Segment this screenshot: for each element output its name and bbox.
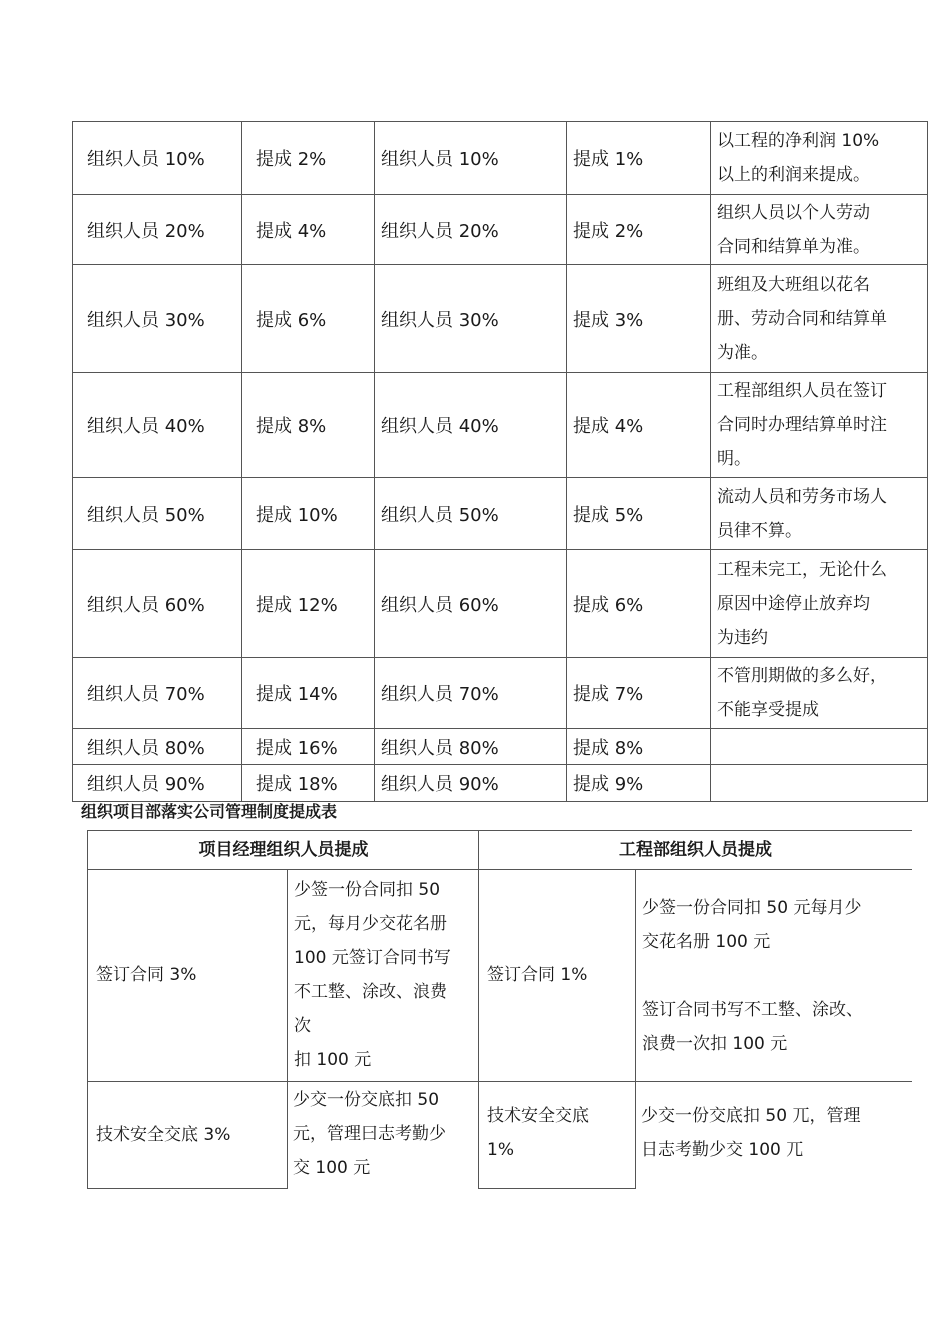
pm-detail-cell: 少交一份交底扣 50 元，管理曰志考勤少 交 100 元 (293, 1090, 446, 1178)
eng-rate-cell: 提成 2% (567, 195, 711, 265)
eng-rate-cell: 提成 5% (567, 478, 711, 550)
pm-staff-cell: 组织人员 30% (73, 265, 242, 373)
table-row (73, 478, 928, 550)
table-row (73, 122, 928, 195)
eng-detail-cell: 少交一份交底扣 50 兀，管理 日志考勤少交 100 兀 (641, 1106, 861, 1160)
eng-staff-cell: 组织人员 30% (375, 265, 567, 373)
note-cell: 流动人员和劳务市场人 员律不算。 (711, 478, 928, 550)
eng-item-label: 签订合同 1% (487, 965, 588, 985)
note-cell (711, 729, 928, 765)
note-cell (711, 765, 928, 802)
pm-staff-cell: 组织人员 80% (73, 729, 242, 765)
note-cell: 工程未完工，无论什么 原因中途停止放弃均 为违约 (711, 550, 928, 658)
pm-rate-cell: 提成 16% (242, 729, 375, 765)
table-row (73, 765, 928, 802)
eng-staff-cell: 组织人员 10% (375, 122, 567, 195)
pm-staff-cell: 组织人员 90% (73, 765, 242, 802)
pm-rate-cell: 提成 12% (242, 550, 375, 658)
pm-item-cell (87, 1081, 288, 1189)
note-cell: 班组及大班组以花名 册、劳动合同和结算单 为准。 (711, 265, 928, 373)
pm-staff-cell: 组织人员 10% (73, 122, 242, 195)
pm-rate-cell: 提成 8% (242, 373, 375, 478)
pm-staff-cell: 组织人员 70% (73, 658, 242, 729)
note-cell: 组织人员以个人劳动 合同和结算单为准。 (711, 195, 928, 265)
pm-staff-cell: 组织人员 60% (73, 550, 242, 658)
pm-staff-cell: 组织人员 40% (73, 373, 242, 478)
eng-staff-cell: 组织人员 50% (375, 478, 567, 550)
section-title: 组织项目部落实公司管理制度提成表 (81, 802, 338, 821)
note-cell: 以工程的净利润 10% 以上的利润来提成。 (711, 122, 928, 195)
pm-rate-cell: 提成 4% (242, 195, 375, 265)
eng-staff-cell: 组织人员 70% (375, 658, 567, 729)
eng-header: 工程部组织人员提成 (478, 830, 912, 870)
pm-rate-cell: 提成 10% (242, 478, 375, 550)
pm-item-cell (87, 869, 288, 1082)
eng-staff-cell: 组织人员 90% (375, 765, 567, 802)
eng-detail-cell: 少签一份合同扣 50 元每月少 交花名册 100 元 签订合同书写不工整、涂改、 浪费一次扣 100 元 (635, 869, 912, 1082)
eng-rate-cell: 提成 3% (567, 265, 711, 373)
eng-rate-cell: 提成 7% (567, 658, 711, 729)
pm-detail-cell: 少签一份合同扣 50 元，每月少交花名册 100 元签订合同书写 不工整、涂改、浪费 次 扣 100 元 (287, 869, 479, 1082)
eng-rate-cell: 提成 1% (567, 122, 711, 195)
pm-rate-cell: 提成 6% (242, 265, 375, 373)
eng-staff-cell: 组织人员 20% (375, 195, 567, 265)
table-row (73, 373, 928, 478)
eng-item-cell (478, 869, 636, 1082)
pm-header: 项目经理组织人员提成 (87, 830, 479, 870)
table-row (73, 195, 928, 265)
note-cell: 不管刖期做的多么好， 不能享受提成 (711, 658, 928, 729)
eng-rate-cell: 提成 9% (567, 765, 711, 802)
eng-rate-cell: 提成 8% (567, 729, 711, 765)
table-row (73, 729, 928, 765)
note-cell: 工程部组织人员在签订 合同时办理结算单时注 明。 (711, 373, 928, 478)
commission-table (72, 121, 928, 802)
pm-rate-cell: 提成 2% (242, 122, 375, 195)
pm-staff-cell: 组织人员 50% (73, 478, 242, 550)
pm-staff-cell: 组织人员 20% (73, 195, 242, 265)
pm-rate-cell: 提成 18% (242, 765, 375, 802)
pm-item-label: 签订合同 3% (96, 965, 197, 985)
table-row (73, 658, 928, 729)
pm-item-label: 技术安全交底 3% (96, 1124, 231, 1145)
eng-rate-cell: 提成 4% (567, 373, 711, 478)
eng-item-cell: 技术安全交底 1% (478, 1081, 636, 1189)
eng-rate-cell: 提成 6% (567, 550, 711, 658)
eng-staff-cell: 组织人员 40% (375, 373, 567, 478)
pm-rate-cell: 提成 14% (242, 658, 375, 729)
table-row (73, 550, 928, 658)
eng-staff-cell: 组织人员 60% (375, 550, 567, 658)
eng-staff-cell: 组织人员 80% (375, 729, 567, 765)
table-row (73, 265, 928, 373)
